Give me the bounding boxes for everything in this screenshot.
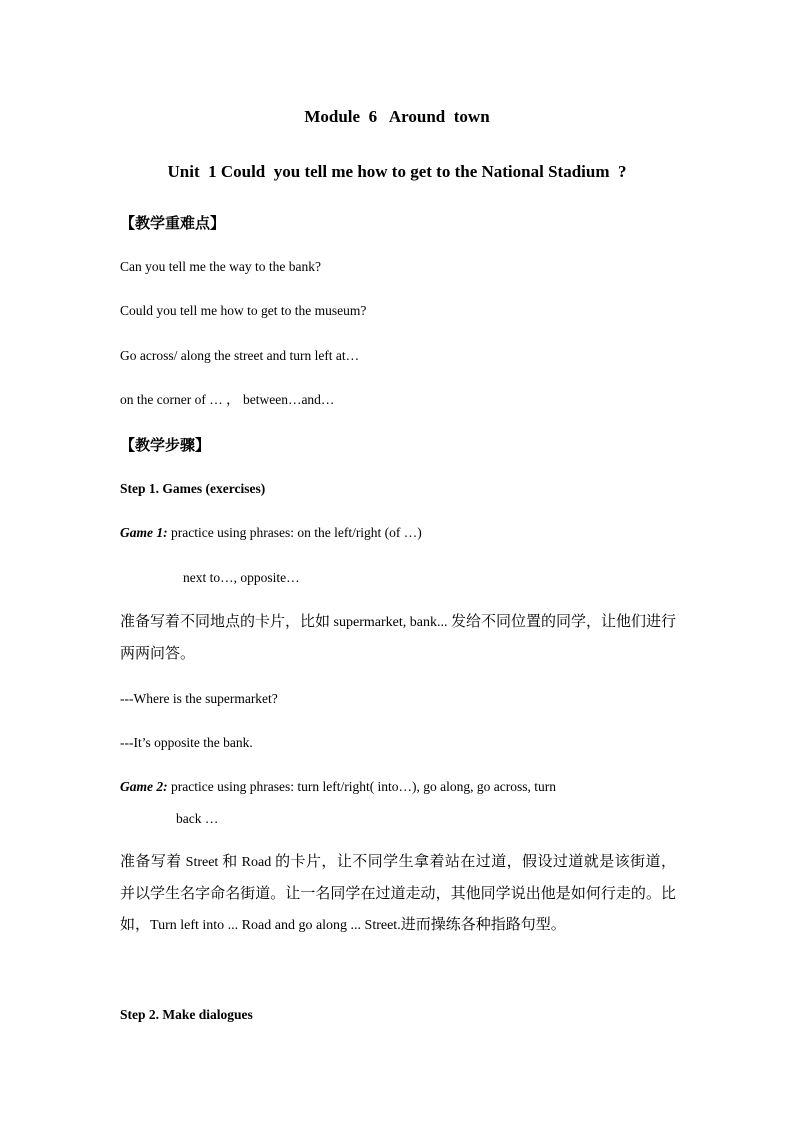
module-title: Module 6 Around town [304,107,490,126]
game2-text: practice using phrases: turn left/right( into…), go along, go across, turn [167,779,557,794]
game1-continuation: next to…, opposite… [183,570,300,585]
game2-label: Game 2: [120,779,168,794]
key-point-line: Go across/ along the street and turn left at… [120,348,360,363]
game2-description: 准备写着 Street 和 Road 的卡片，让不同学生拿着站在过道，假设过道就是该街道，并以学生名字命名街道。让一名同学在过道走动，其他同学说出他是如何行走的。比如，Turn left into ... Road and go along ... Street.进而操练各种指路句型。 [120,852,676,933]
key-point-line: Could you tell me how to get to the museum? [120,303,367,318]
game1-line [120,524,422,542]
dialog-line: ---It’s opposite the bank. [120,735,253,750]
step2-title: Step 2. Make dialogues [120,1007,253,1022]
game1-label: Game 1: [120,525,168,540]
game2-line [120,778,556,796]
dialog-line: ---Where is the supermarket? [120,691,278,706]
game1-description: 准备写着不同地点的卡片，比如 supermarket, bank... 发给不同位置的同学，让他们进行两两问答。 [120,612,676,662]
steps-heading: 【教学步骤】 [120,436,211,454]
key-point-line: on the corner of … ， between…and… [120,392,335,407]
game2-continuation: back … [176,811,219,826]
step1-title: Step 1. Games (exercises) [120,481,266,496]
key-points-heading: 【教学重难点】 [120,214,226,232]
unit-title: Unit 1 Could you tell me how to get to the National Stadium ? [167,162,627,181]
key-point-line: Can you tell me the way to the bank? [120,259,321,274]
game1-text: practice using phrases: on the left/right (of …) [167,525,422,540]
